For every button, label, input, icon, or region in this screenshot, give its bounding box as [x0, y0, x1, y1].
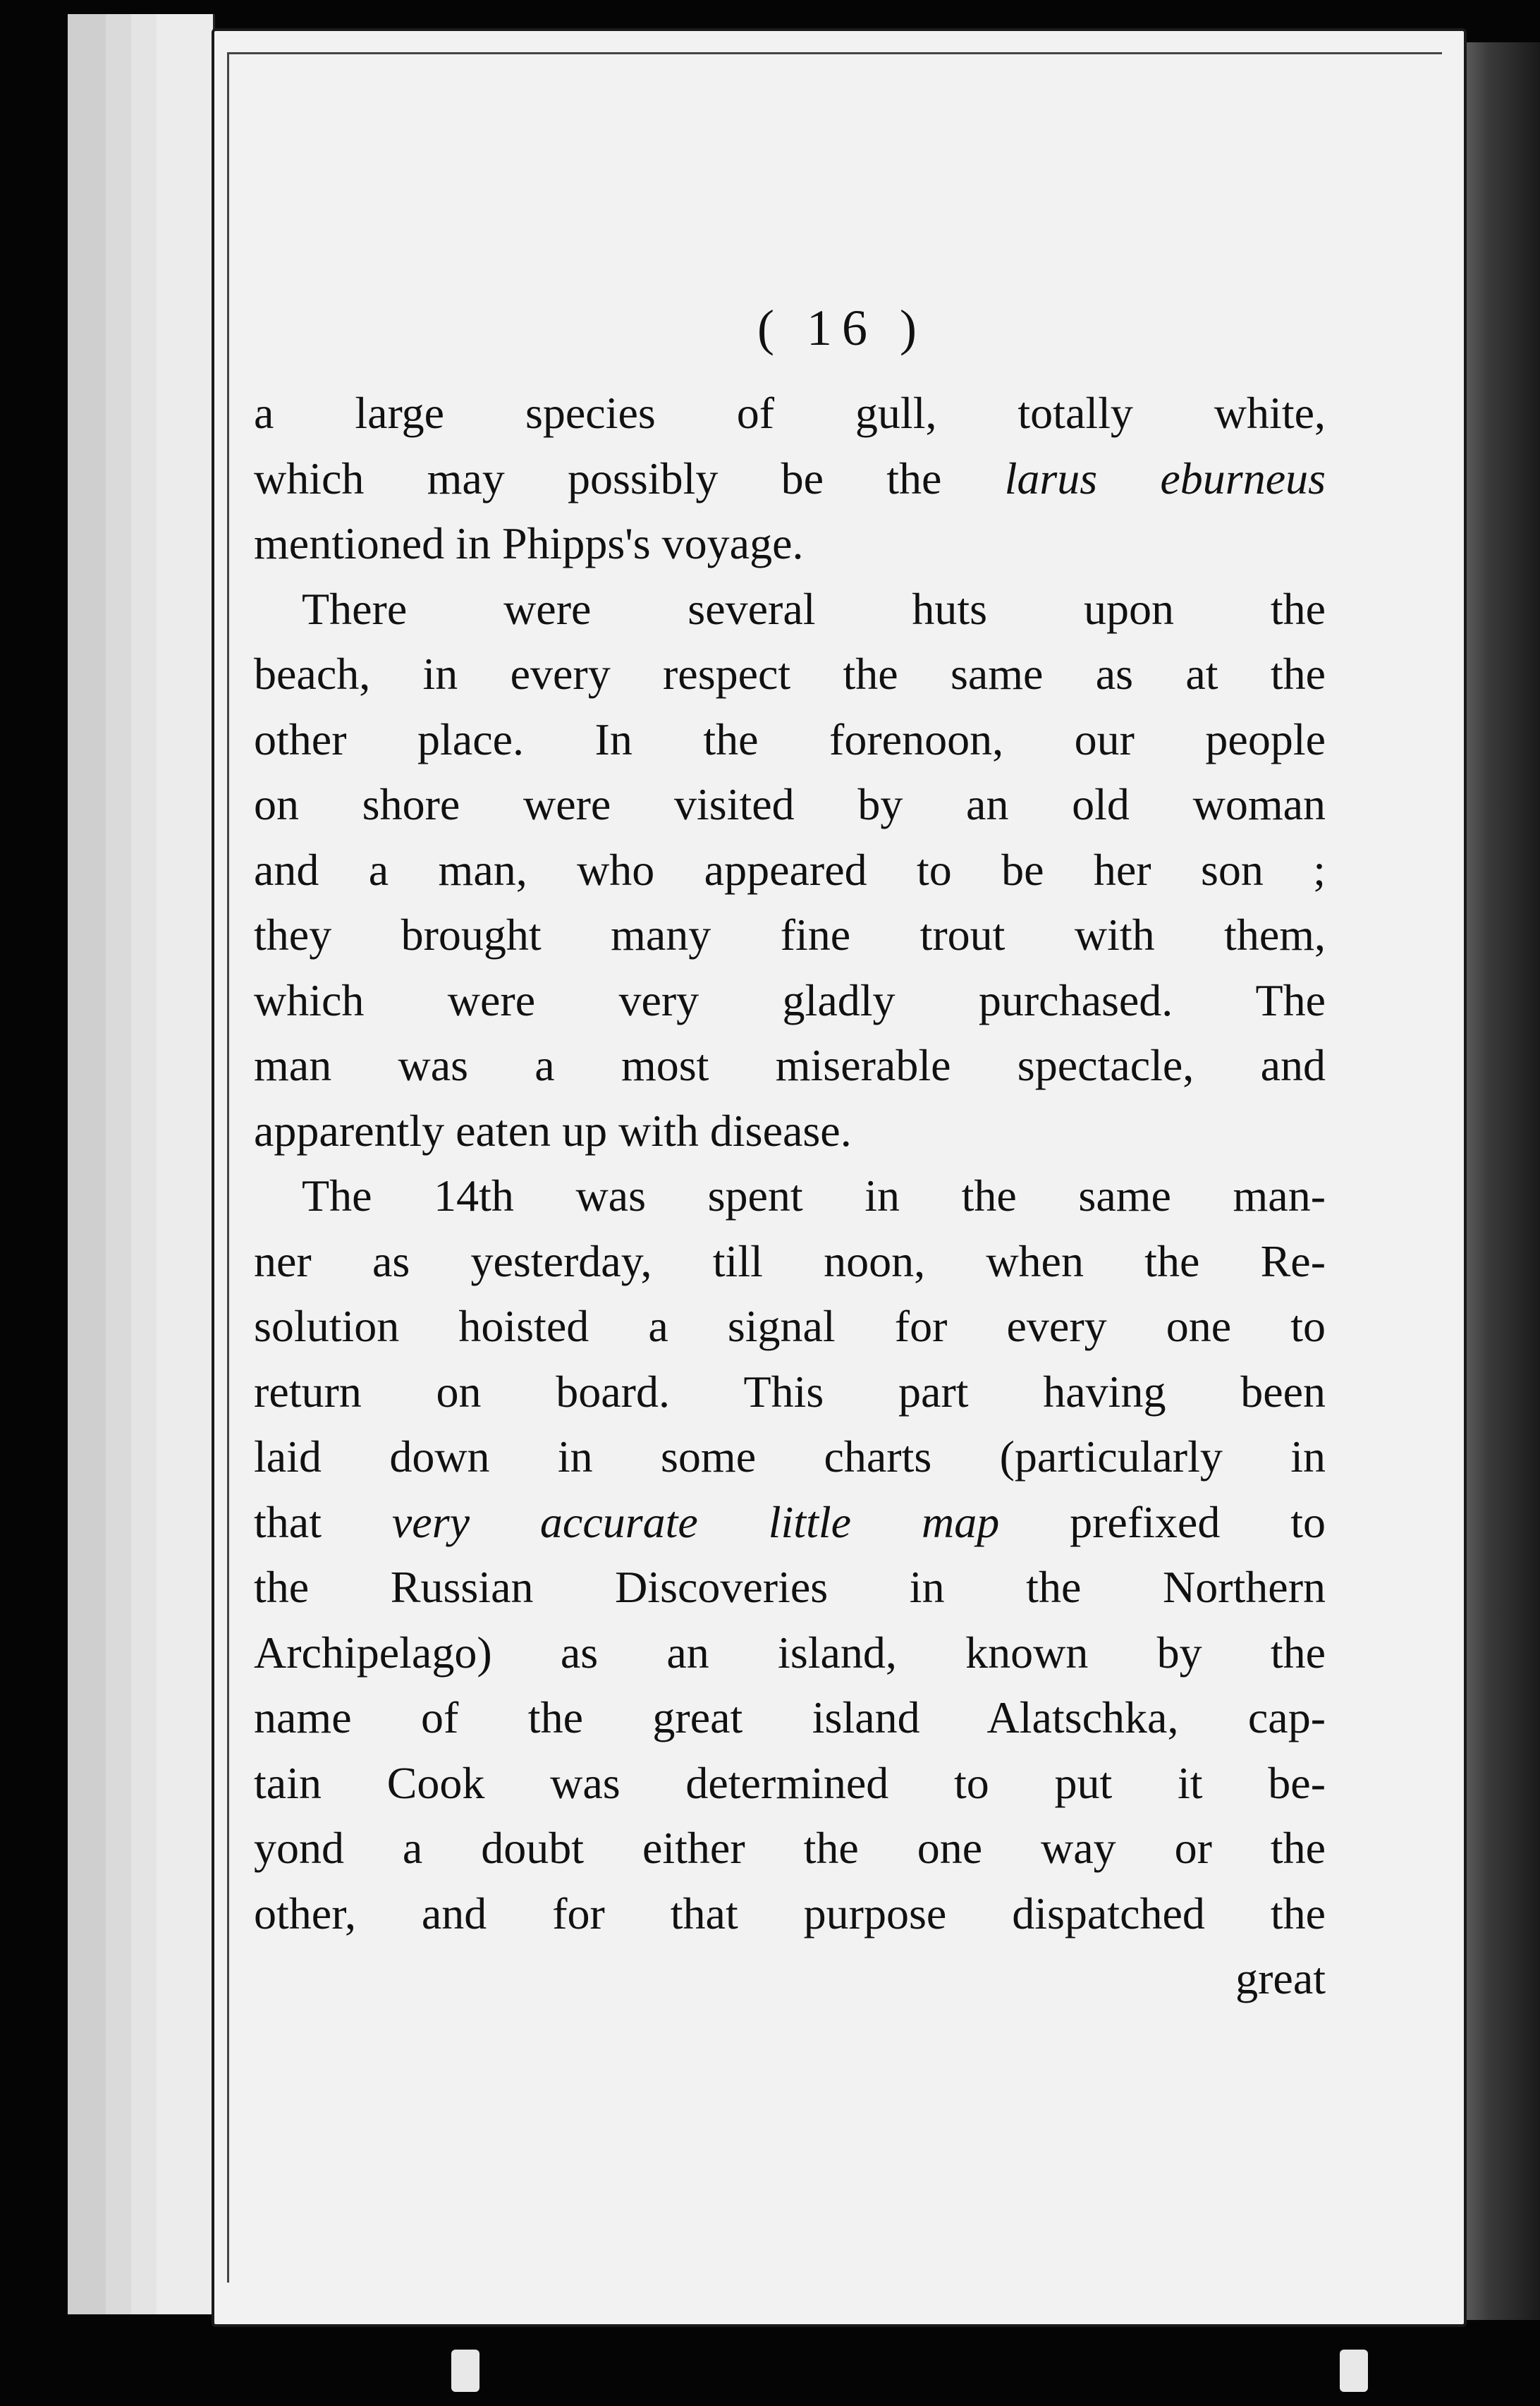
text-segment: apparently eaten up with disease. — [254, 1105, 852, 1156]
catchword-block — [254, 1946, 1326, 2012]
text-line — [254, 1099, 1326, 1164]
text-segment: laid down in some charts (particularly in — [254, 1431, 1326, 1482]
text-segment: which were very gladly purchased. The — [254, 975, 1326, 1025]
text-segment: beach, in every respect the same as at the — [254, 649, 1326, 699]
text-line — [254, 1555, 1326, 1620]
page-tab — [451, 2350, 479, 2392]
text-segment: The 14th was spent in the same man- — [302, 1171, 1326, 1221]
text-segment: solution hoisted a signal for every one to — [254, 1301, 1326, 1351]
text-segment: that — [254, 1496, 392, 1547]
text-line — [254, 1294, 1326, 1360]
page-edge — [157, 14, 215, 2314]
book-binding — [1455, 42, 1540, 2320]
text-segment: ner as yesterday, till noon, when the Re- — [254, 1235, 1326, 1286]
text-line — [254, 1229, 1326, 1295]
text-segment: There were several huts upon the — [302, 583, 1326, 634]
text-line — [254, 446, 1326, 512]
text-line — [254, 772, 1326, 838]
text-line — [254, 1424, 1326, 1490]
text-line — [254, 381, 1326, 446]
text-segment: the Russian Discoveries in the Northern — [254, 1562, 1326, 1612]
text-line — [254, 1490, 1326, 1556]
text-line — [254, 1620, 1326, 1686]
text-segment: they brought many fine trout with them, — [254, 910, 1326, 960]
text-line — [254, 577, 1326, 642]
italic-text: very accurate little map — [391, 1496, 1000, 1547]
page-number-header: ( 16 ) — [757, 300, 927, 356]
body-text — [254, 381, 1326, 1946]
text-line — [254, 838, 1326, 903]
text-segment: man was a most miserable spectacle, and — [254, 1040, 1326, 1090]
text-line — [254, 903, 1326, 968]
text-segment: Archipelago) as an island, known by the — [254, 1627, 1326, 1678]
text-line — [254, 1033, 1326, 1099]
text-line — [254, 1881, 1326, 1947]
text-line — [254, 1751, 1326, 1816]
text-segment: other, and for that purpose dispatched the — [254, 1888, 1326, 1938]
text-segment: prefixed to — [999, 1496, 1326, 1547]
italic-text: larus eburneus — [1004, 453, 1326, 503]
page-tab — [1340, 2350, 1368, 2392]
text-segment: mentioned in Phipps's voyage. — [254, 518, 804, 568]
text-line — [254, 968, 1326, 1034]
text-segment: tain Cook was determined to put it be- — [254, 1757, 1326, 1808]
text-line — [254, 1360, 1326, 1425]
text-line — [254, 707, 1326, 773]
text-segment: other place. In the forenoon, our people — [254, 714, 1326, 764]
text-line — [254, 642, 1326, 707]
text-segment: which may possibly be the — [254, 453, 1005, 503]
text-segment: return on board. This part having been — [254, 1366, 1326, 1417]
catchword: great — [1235, 1953, 1326, 2003]
text-segment: a large species of gull, totally white, — [254, 388, 1326, 438]
text-line — [254, 1685, 1326, 1751]
text-segment: name of the great island Alatschka, cap- — [254, 1692, 1326, 1742]
text-segment: and a man, who appeared to be her son ; — [254, 844, 1326, 895]
text-segment: on shore were visited by an old woman — [254, 779, 1326, 829]
text-line — [254, 511, 1326, 577]
text-line — [254, 1816, 1326, 1881]
text-line — [254, 1164, 1326, 1229]
text-segment: yond a doubt either the one way or the — [254, 1823, 1326, 1873]
